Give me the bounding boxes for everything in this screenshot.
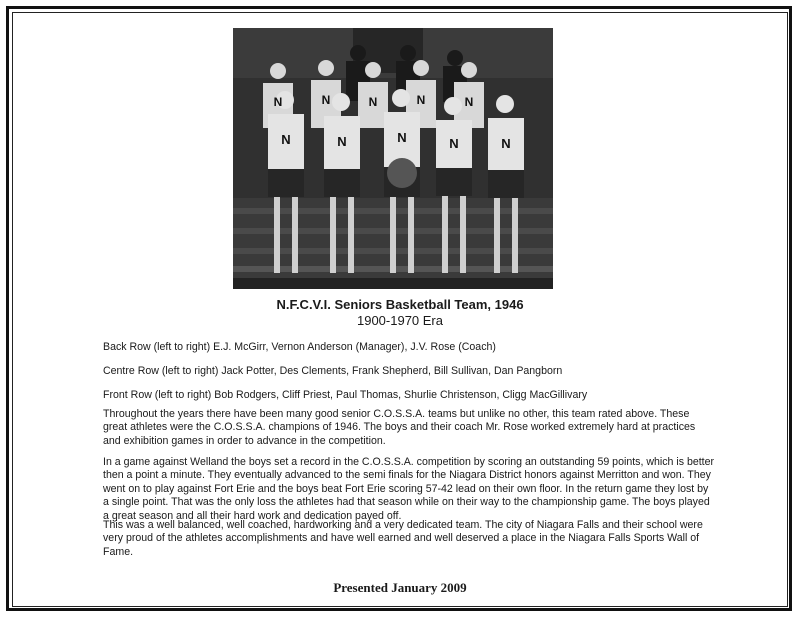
- jersey-n-5: N: [464, 95, 474, 109]
- team-photo: [233, 28, 553, 289]
- jersey-n-9: N: [449, 136, 459, 151]
- jersey-n-7: N: [337, 134, 347, 149]
- era-subtitle: 1900-1970 Era: [356, 313, 443, 328]
- jersey-n-8: N: [397, 130, 407, 145]
- jersey-n-3: N: [368, 95, 378, 109]
- paragraph-intro: Throughout the years there have been many good senior C.O.S.S.A. teams but unlike no other, this team rated above. These great athletes were the C.O.S.S.A. champions of 1946. The boys and their coach Mr. Rose worked extremely hard at practices and exhibition games in order to advance in the competition.: [103, 408, 696, 447]
- presented-date: Presented January 2009: [333, 580, 467, 595]
- jersey-n-4: N: [416, 93, 426, 107]
- paragraph-closing: This was a well balanced, well coached, hardworking and a very dedicated team. The city of Niagara Falls and their school were very proud of the athletes accomplishments and have well earned and well deserved a place in the Niagara Falls Sports Wall of Fame.: [103, 519, 703, 558]
- jersey-n-1: N: [273, 95, 283, 109]
- paragraph-season: In a game against Welland the boys set a record in the C.O.S.S.A. competition by scoring an outstanding 59 points, which is better then a point a minute. They eventually advanced to the semi finals for the Niagara District honors against Merritton and won. They went on to play against Fort Erie and the boys beat Fort Erie scoring 57-42 lead on their own floor. In the return game they lost by a single point. That was the only loss the athletes had that season while on their way to the championship game. The boys played a great season and all their hard work and dedication payed off.: [103, 456, 715, 522]
- front-row-names: Front Row (left to right) Bob Rodgers, Cliff Priest, Paul Thomas, Shurlie Christenson, Cligg MacGillivary: [103, 389, 588, 401]
- jersey-n-6: N: [281, 132, 291, 147]
- back-row-names: Back Row (left to right) E.J. McGirr, Vernon Anderson (Manager), J.V. Rose (Coach): [103, 341, 496, 353]
- jersey-n-2: N: [321, 93, 331, 107]
- centre-row-names: Centre Row (left to right) Jack Potter, Des Clements, Frank Shepherd, Bill Sullivan, Dan Pangborn: [103, 365, 563, 377]
- plaque-title: N.F.C.V.I. Seniors Basketball Team, 1946: [276, 297, 524, 312]
- jersey-n-10: N: [501, 136, 511, 151]
